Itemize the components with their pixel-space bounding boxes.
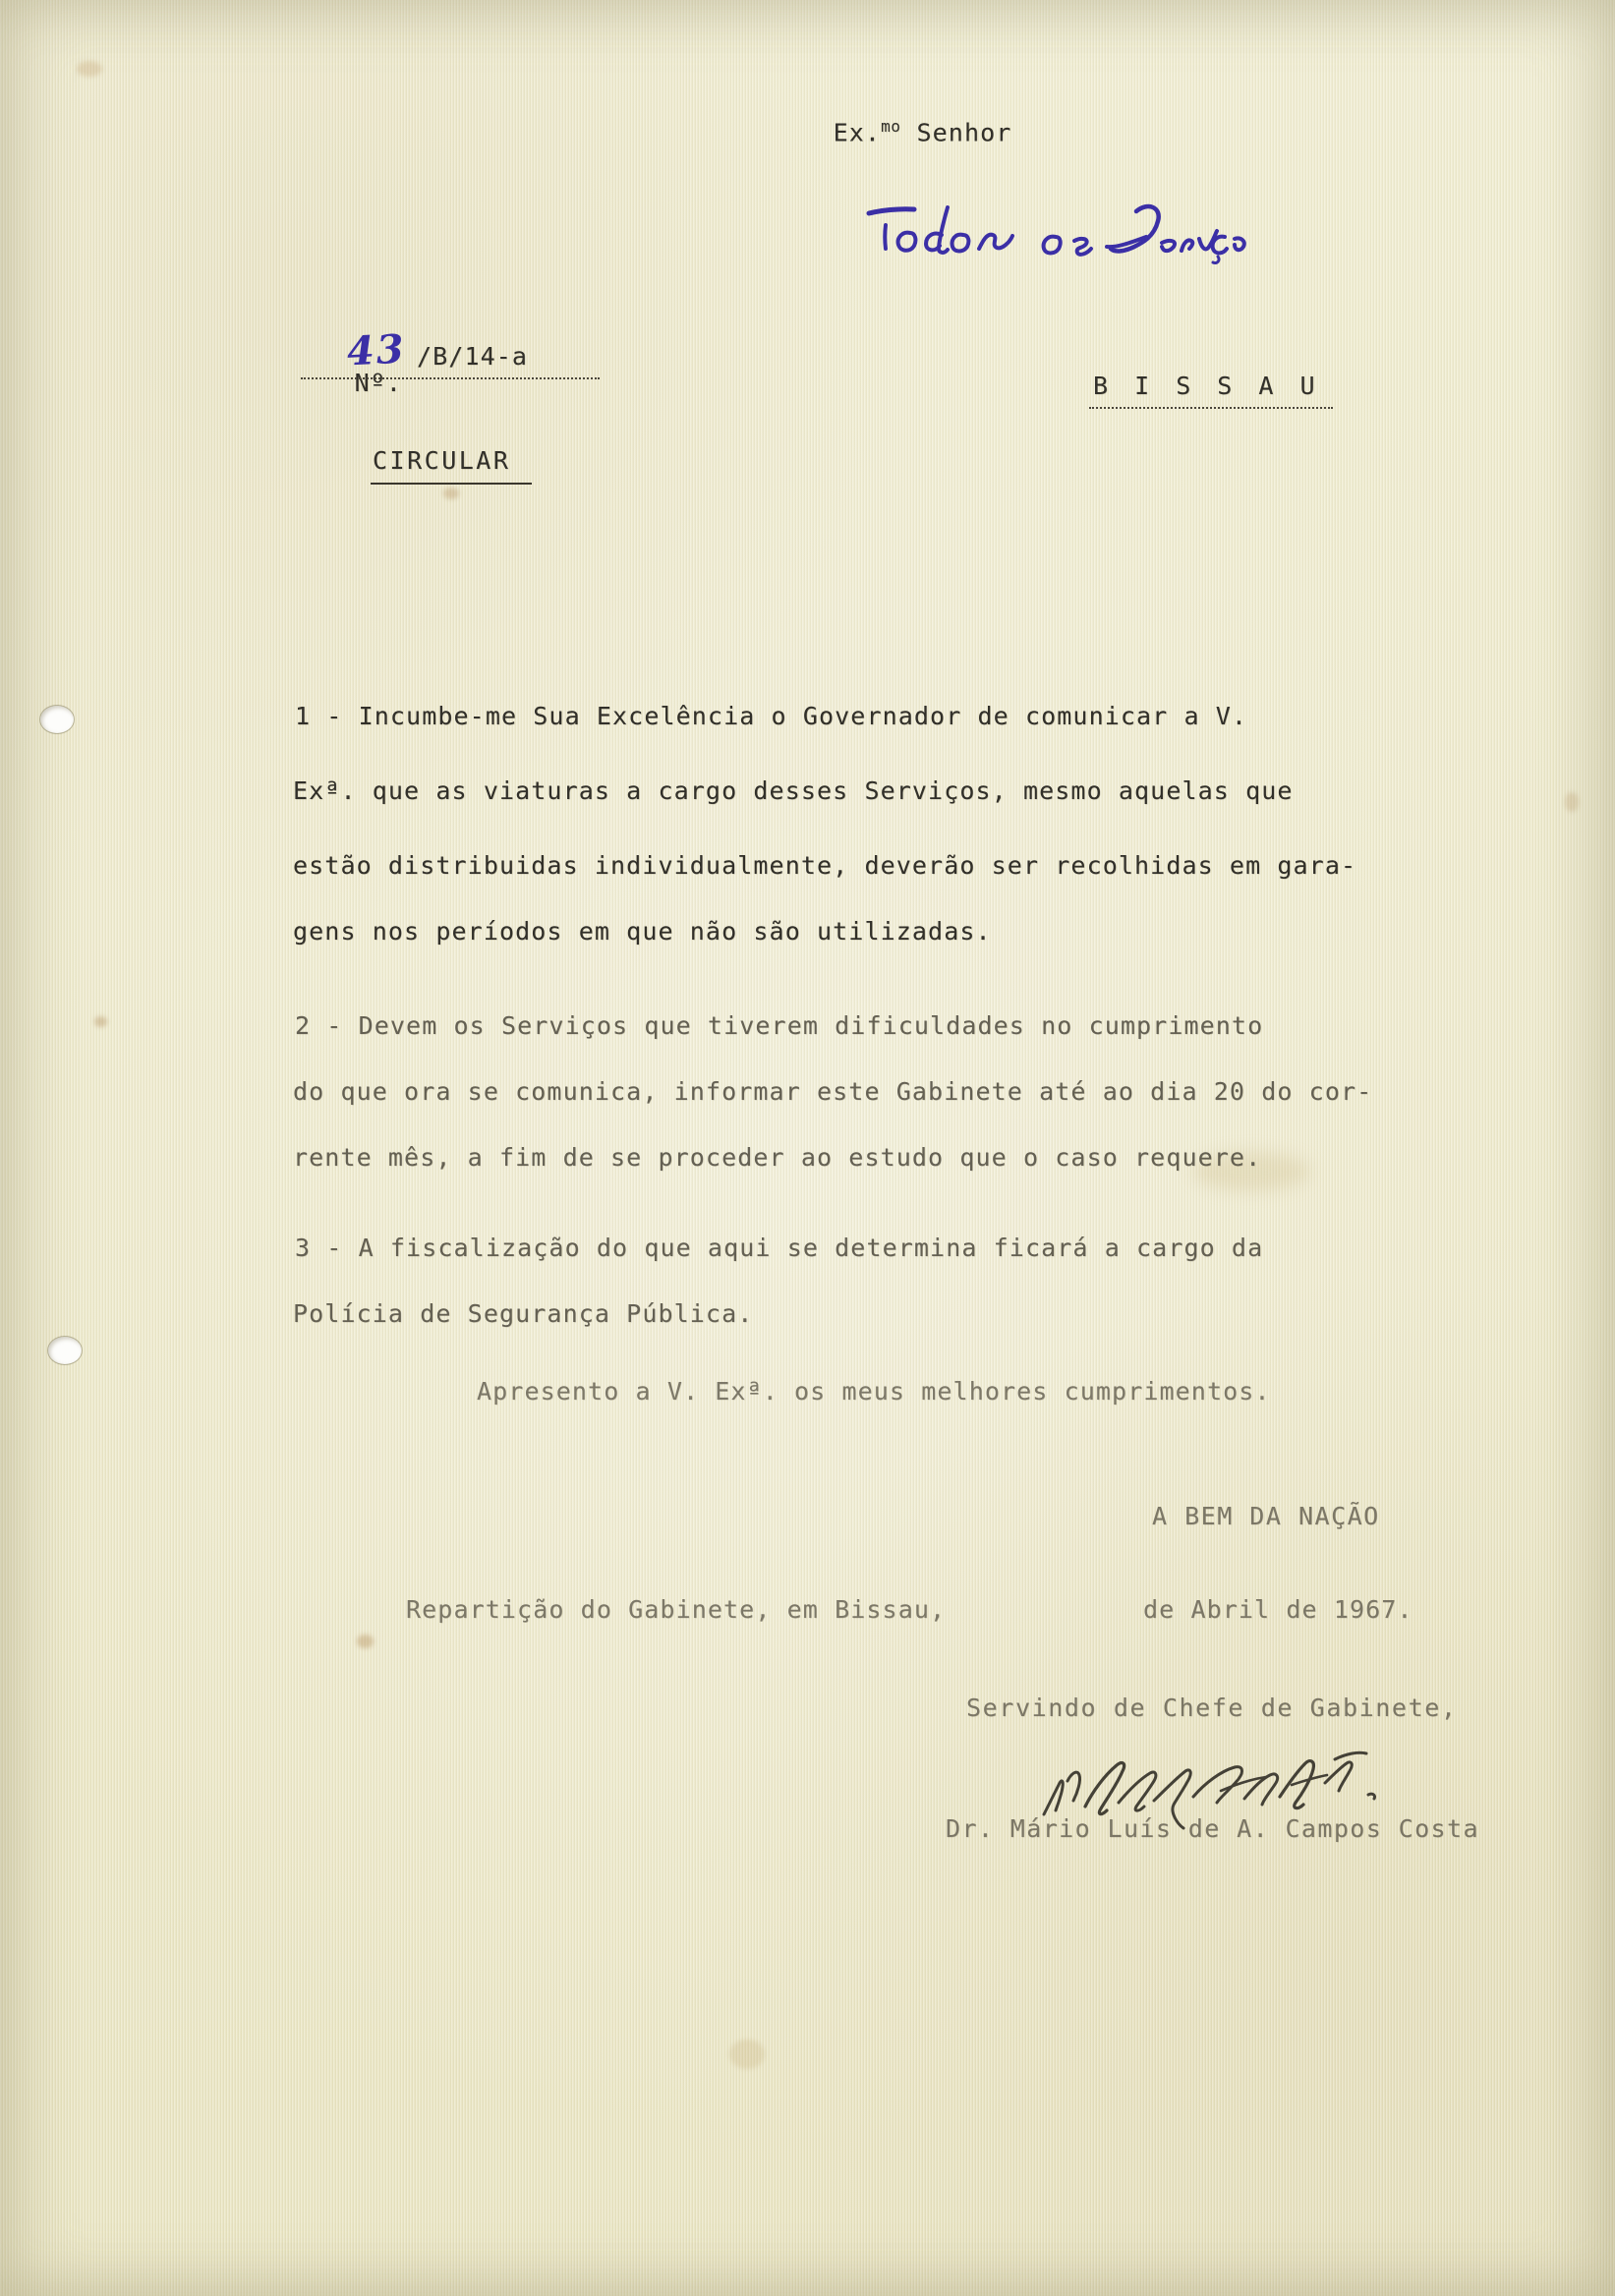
age-spot <box>443 488 459 499</box>
reference-label-dot: . <box>385 369 403 397</box>
paragraph-2-line-3: rente mês, a fim de se proceder ao estudo que o caso requere. <box>293 1143 1262 1172</box>
addressee-header <box>770 88 1011 175</box>
reference-underline <box>301 375 600 379</box>
paragraph-1-line-4: gens nos períodos em que não são utilizadas. <box>293 917 992 946</box>
paragraph-1-line-1: 1 - Incumbe-me Sua Excelência o Governador de comunicar a V. <box>295 702 1248 730</box>
reference-handwritten-number: 43 <box>345 325 407 375</box>
paragraph-2-line-1: 2 - Devem os Serviços que tiverem dificuldades no cumprimento <box>295 1011 1264 1040</box>
punch-hole-icon <box>40 706 74 733</box>
addressee-header-superscript: mo <box>881 117 901 136</box>
age-spot <box>729 2039 765 2069</box>
addressee-header-main: Ex. <box>833 118 882 147</box>
signer-role: Servindo de Chefe de Gabinete, <box>966 1693 1458 1722</box>
paragraph-2-line-2: do que ora se comunica, informar este Gabinete até ao dia 20 do cor- <box>293 1077 1373 1106</box>
paragraph-1-line-3: estão distribuidas individualmente, deverão ser recolhidas em gara- <box>293 851 1357 880</box>
age-spot <box>77 61 102 77</box>
paragraph-1-line-2: Exª. que as viaturas a cargo desses Serviços, mesmo aquelas que <box>293 776 1294 805</box>
addressee-header-rest: Senhor <box>900 118 1012 147</box>
handwritten-note-ink <box>824 182 1256 310</box>
handwritten-note <box>824 182 1256 310</box>
age-spot <box>1565 792 1579 812</box>
paragraph-3-line-2: Polícia de Segurança Pública. <box>293 1299 754 1328</box>
place-stamp: B I S S A U <box>1093 372 1321 400</box>
motto: A BEM DA NAÇÃO <box>1152 1502 1380 1530</box>
dateline-place: Repartição do Gabinete, em Bissau, <box>406 1595 947 1624</box>
age-spot <box>357 1635 374 1648</box>
age-spot <box>94 1016 107 1027</box>
page-title-underline <box>371 481 532 485</box>
reference-printed-suffix: /B/14-a <box>417 342 529 371</box>
punch-hole-icon <box>48 1337 82 1364</box>
signer-name: Dr. Mário Luís de A. Campos Costa <box>946 1814 1479 1843</box>
page-title: CIRCULAR <box>373 446 511 475</box>
place-stamp-underline <box>1089 405 1333 409</box>
reference-label: Nº <box>354 369 386 397</box>
paragraph-3-line-1: 3 - A fiscalização do que aqui se determina ficará a cargo da <box>295 1234 1264 1262</box>
closing-salutation: Apresento a V. Exª. os meus melhores cumprimentos. <box>477 1377 1271 1406</box>
dateline-date: de Abril de 1967. <box>1143 1595 1413 1624</box>
